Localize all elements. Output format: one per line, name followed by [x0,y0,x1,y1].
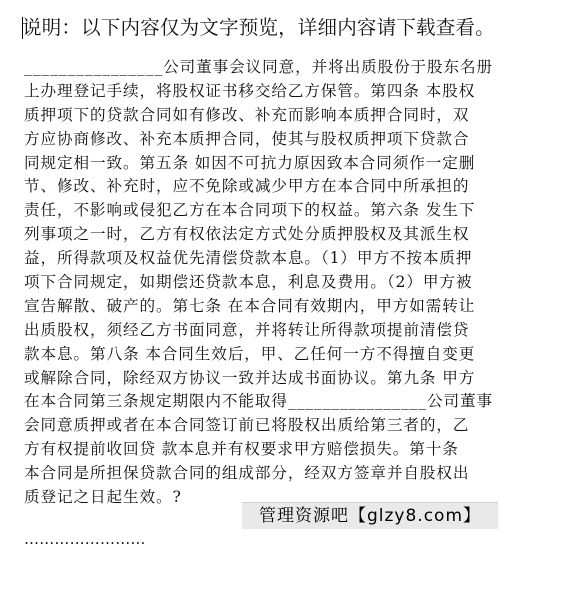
body-line: 款本息。第八条 本合同生效后，甲、乙任何一方不得擅自变更 [24,344,476,363]
continuation-ellipsis: …………………… [24,530,146,548]
body-line: 益，所得款项及权益优先清偿贷款本息。（1）甲方不按本质押 [24,249,473,268]
body-line: 宣告解散、破产的。第七条 在本合同有效期内，甲方如需转让 [24,296,476,315]
site-watermark: 管理资源吧【glzy8.com】 [242,502,498,529]
body-line: 质登记之日起生效。? [24,488,182,507]
body-line: 同规定相一致。第五条 如因不可抗力原因致本合同须作一定删 [24,153,476,172]
preview-notice: 说明：以下内容仅为文字预览，详细内容请下载查看。 [22,16,495,39]
body-line: 方有权提前收回贷 款本息并有权要求甲方赔偿损失。第十条 [24,440,459,459]
document-body [24,56,554,510]
body-line: 在本合同第三条规定期限内不能取得________________公司董事 [24,392,494,411]
body-line: 或解除合同，除经双方协议一致并达成书面协议。第九条 甲方 [24,368,476,387]
body-line: 出质股权，须经乙方书面同意，并将转让所得款项提前清偿贷 [24,320,470,339]
body-line: 上办理登记手续，将股权证书移交给乙方保管。第四条 本股权 [24,81,476,100]
body-line: 列事项之一时，乙方有权依法定方式处分质押股权及其派生权 [24,225,470,244]
body-line: ________________公司董事会议同意，并将出质股份于股东名册 [24,58,494,76]
body-line: 责任，不影响或侵犯乙方在本合同项下的权益。第六条 发生下 [24,201,476,220]
body-line: 本合同是所担保贷款合同的组成部分，经双方签章并自股权出 [24,464,470,483]
body-line: 节、修改、补充时，应不免除或减少甲方在本合同中所承担的 [24,177,470,196]
body-line: 会同意质押或者在本合同签订前已将股权出质给第三者的，乙 [24,416,470,435]
body-line: 方应协商修改、补充本质押合同，使其与股权质押项下贷款合 [24,129,470,148]
body-line: 项下合同规定，如期偿还贷款本息，利息及费用。（2）甲方被 [24,273,473,292]
body-line: 质押项下的贷款合同如有修改、补充而影响本质押合同时，双 [24,105,470,124]
